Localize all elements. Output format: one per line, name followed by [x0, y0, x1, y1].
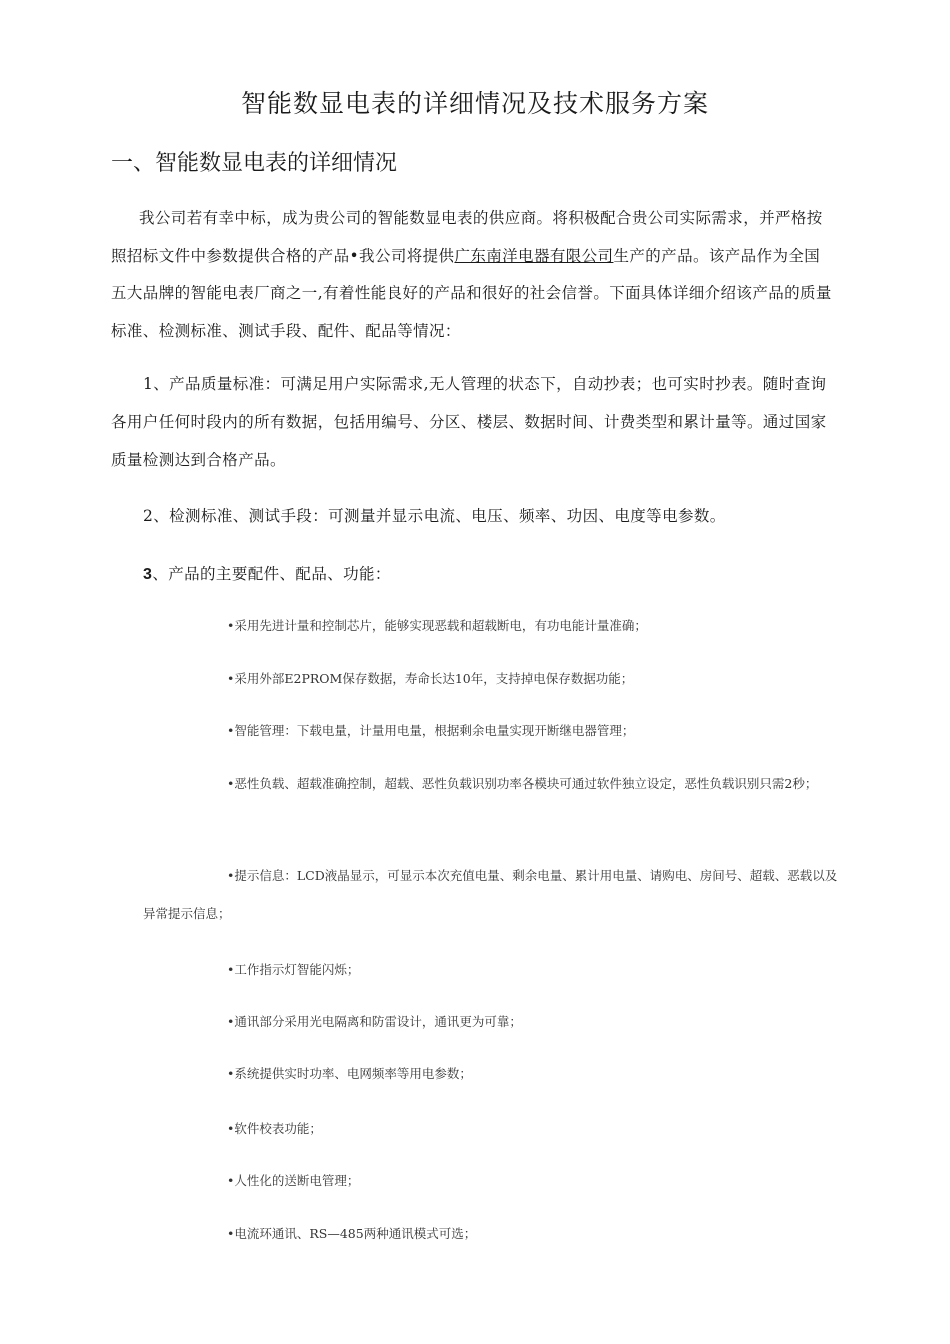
section-heading: 一、智能数显电表的详细情况 [111, 151, 398, 176]
feature-item: •软件校表功能； [227, 1121, 322, 1136]
item-accessories-heading [111, 555, 836, 594]
feature-item: •采用外部E2PROM保存数据，寿命长达10年，支持掉电保存数据功能； [227, 671, 634, 686]
feature-item: •智能管理：下载电量，计量用电量，根据剩余电量实现开断继电器管理； [227, 723, 635, 738]
feature-item: •人性化的送断电管理； [227, 1173, 360, 1188]
feature-item: •恶性负载、超载准确控制，超载、恶性负载识别功率各模块可通过软件独立设定，恶性负载识别只需2秒； [227, 776, 818, 791]
feature-item: •提示信息：LCD液晶显示，可显示本次充值电量、剩余电量、累计用电量、请购电、房间号、超载、恶载以及异常提示信息； [143, 868, 838, 921]
intro-text-part1: 我公司若有幸中标，成为贵公司的智能数显电表的供应商。将积极配合贵公司实际需求，并严格按照招标文件中参数提供合格的产品•我公司将提供 [111, 209, 823, 265]
feature-item: •系统提供实时功率、电网频率等用电参数； [227, 1066, 472, 1081]
feature-item: •通讯部分采用光电隔离和防雷设计，通讯更为可靠； [227, 1014, 522, 1029]
item-testing-standard: 2、检测标准、测试手段：可测量并显示电流、电压、频率、功因、电度等电参数。 [143, 507, 726, 525]
item-number: 3 [143, 566, 153, 583]
item-heading-text: 、产品的主要配件、配品、功能： [152, 565, 391, 583]
feature-item: •采用先进计量和控制芯片，能够实现恶载和超载断电，有功电能计量准确； [227, 618, 647, 633]
intro-paragraph [111, 200, 836, 350]
document-title: 智能数显电表的详细情况及技术服务方案 [240, 89, 709, 118]
feature-item: •电流环通讯、RS—485两种通讯模式可选； [227, 1226, 477, 1241]
supplier-company-name: 广东南洋电器有限公司 [454, 246, 614, 265]
feature-item: •工作指示灯智能闪烁； [227, 962, 360, 977]
intro-text-part2: 生产的产品。该产品作为全国五大品牌的智能电表厂商之一,有着性能良好的产品和很好的社会信誉。下面具体详细介绍该产品的质量标准、检测标准、测试手段、配件、配品等情况： [111, 246, 832, 340]
item-quality-standard: 1、产品质量标准：可满足用户实际需求,无人管理的状态下，自动抄表；也可实时抄表。随时查询各用户任何时段内的所有数据，包括用编号、分区、楼层、数据时间、计费类型和累计量等。通过国家质量检测达到合格产品。 [111, 375, 827, 469]
